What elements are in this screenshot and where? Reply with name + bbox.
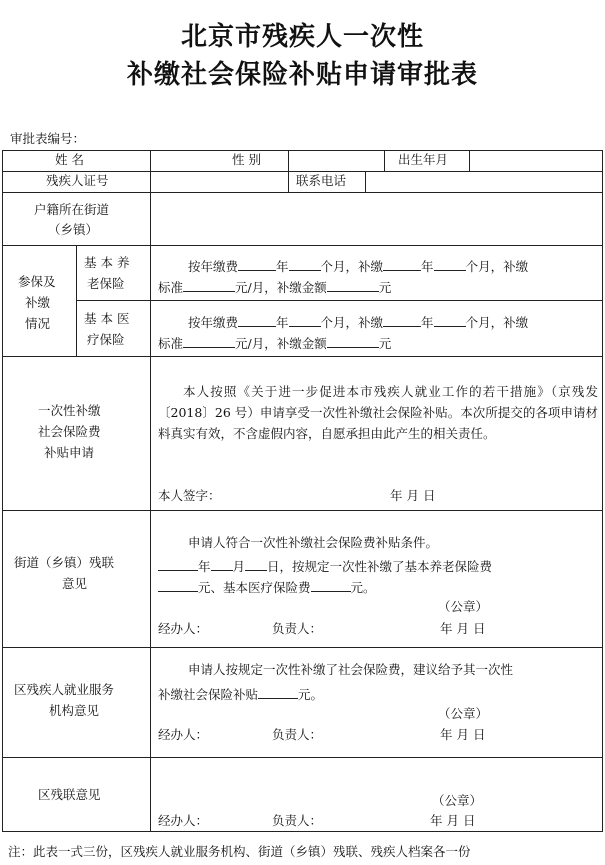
application-statement: 本人按照《关于进一步促进本市残疾人就业工作的若干措施》（京残发〔2018〕26 号）申请享受一次性补缴社会保险补贴。本次所提交的各项申请材料真实有效，不含虚假内容，自愿承担由此产生的相关责任。	[158, 384, 598, 441]
application-label-2: 社会保险费	[38, 424, 101, 439]
district-service-date: 年 月 日	[440, 727, 486, 742]
application-label-1: 一次性补缴	[38, 403, 101, 418]
medical-payment-line: 按年缴费 年 个月，补缴 年 个月，补缴	[188, 315, 529, 330]
household-street-label: 户籍所在街道	[34, 202, 110, 217]
street-opinion-line-1: 申请人符合一次性补缴社会保险费补贴条件。	[188, 535, 439, 550]
street-opinion-label-2: 意见	[62, 576, 88, 591]
district-service-leader-label: 负责人：	[272, 727, 323, 742]
document-title-line-1: 北京市残疾人一次性	[180, 22, 424, 52]
district-service-line-2: 补缴社会保险补贴 元。	[158, 687, 324, 702]
district-service-line-1: 申请人按规定一次性补缴了社会保险费，建议给予其一次性	[188, 662, 514, 677]
street-opinion-date: 年 月 日	[440, 621, 486, 636]
name-label: 姓 名	[55, 152, 84, 167]
street-opinion-handler-label: 经办人：	[158, 621, 209, 636]
pension-standard-line: 标准 元/月，补缴金额 元	[158, 280, 392, 295]
document-title-line-2: 补缴社会保险补贴申请审批表	[126, 60, 478, 90]
medical-standard-line: 标准 元/月，补缴金额 元	[158, 336, 392, 351]
district-federation-date: 年 月 日	[430, 813, 476, 828]
pension-label-1: 基 本 养	[84, 255, 130, 270]
street-opinion-line-2: 年 月 日，按规定一次性补缴了基本养老保险费	[158, 558, 492, 574]
district-federation-handler-label: 经办人：	[158, 813, 209, 828]
disability-cert-label: 残疾人证号	[46, 173, 109, 188]
district-service-handler-label: 经办人：	[158, 727, 209, 742]
footer-note: 注：此表一式三份，区残疾人就业服务机构、街道（乡镇）残联、残疾人档案各一份	[8, 844, 471, 859]
district-federation-leader-label: 负责人：	[272, 813, 323, 828]
medical-label-1: 基 本 医	[84, 311, 130, 326]
street-opinion-line-3: 元、基本医疗保险费 元。	[158, 579, 376, 595]
district-service-label-1: 区残疾人就业服务	[14, 682, 115, 697]
household-street-label-2: （乡镇）	[48, 222, 99, 237]
street-opinion-label-1: 街道（乡镇）残联	[14, 555, 115, 570]
phone-label: 联系电话	[296, 173, 347, 188]
street-opinion-leader-label: 负责人：	[272, 621, 323, 636]
district-federation-seal: （公章）	[432, 793, 483, 808]
birth-date-label: 出生年月	[398, 152, 449, 167]
approval-number-label: 审批表编号：	[10, 131, 86, 146]
insurance-group-label-2: 补缴	[25, 295, 51, 310]
applicant-signature-label: 本人签字：	[158, 488, 221, 503]
pension-payment-line: 按年缴费 年 个月，补缴 年 个月，补缴	[188, 259, 529, 274]
district-service-seal: （公章）	[438, 706, 489, 721]
district-federation-label: 区残联意见	[38, 787, 101, 802]
gender-label: 性 别	[232, 152, 261, 167]
district-service-label-2: 机构意见	[49, 703, 100, 718]
pension-label-2: 老保险	[87, 276, 125, 291]
insurance-group-label-3: 情况	[25, 316, 51, 331]
insurance-group-label-1: 参保及	[18, 274, 56, 289]
street-opinion-seal: （公章）	[438, 599, 489, 614]
application-label-3: 补贴申请	[44, 445, 95, 460]
medical-label-2: 疗保险	[87, 332, 125, 347]
applicant-signature-date: 年 月 日	[390, 488, 436, 503]
